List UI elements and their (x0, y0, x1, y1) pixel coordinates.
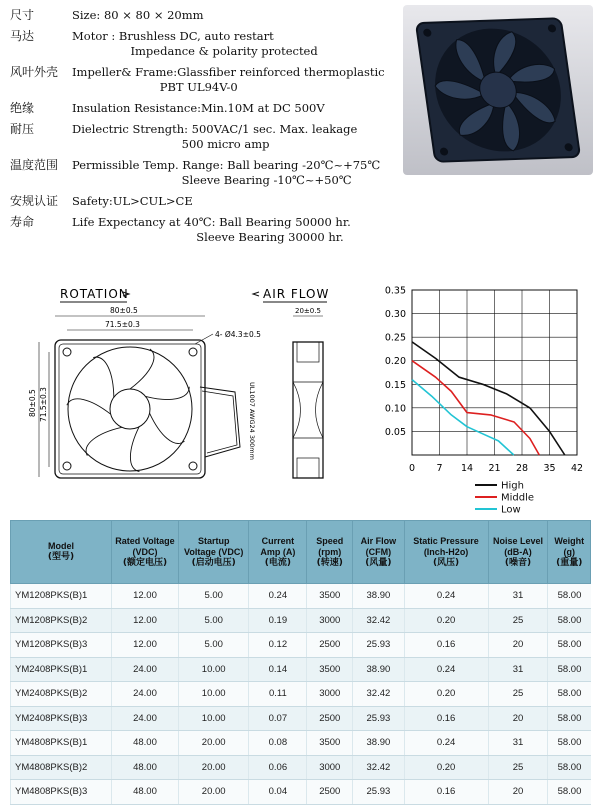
spec-row-life (10, 215, 400, 245)
table-cell: 0.08 (249, 731, 307, 756)
column-header (11, 521, 112, 584)
column-header-cn: (噪音) (504, 557, 532, 568)
column-header-cn: (风量) (365, 557, 392, 568)
dim-hole: 4- Ø4.3±0.5 (215, 330, 261, 339)
table-cell: 0.24 (404, 731, 488, 756)
x-tick-label: 35 (543, 463, 556, 474)
dim-outer-height: 80±0.5 (28, 389, 37, 417)
spec-row-motor (10, 29, 400, 59)
table-cell: 48.00 (112, 731, 179, 756)
table-cell: 2500 (307, 780, 353, 805)
rotation-label: ROTATION (60, 287, 129, 301)
table-cell: 12.00 (112, 633, 179, 658)
y-tick-label: 0.30 (384, 309, 406, 321)
table-cell: 20.00 (178, 731, 249, 756)
table-cell: 58.00 (548, 633, 591, 658)
spec-cn-label: 寿命 (10, 215, 35, 229)
column-header-cn: (启动电压) (191, 557, 236, 568)
table-cell: YM1208PKS(B)3 (11, 633, 112, 658)
column-header-cn: (重量) (556, 557, 583, 568)
table-cell: 58.00 (548, 584, 591, 609)
column-header-en: Current Amp (A) (260, 535, 296, 557)
dim-outer-width: 80±0.5 (110, 306, 138, 315)
table-cell: 58.00 (548, 682, 591, 707)
table-cell: 0.16 (404, 633, 488, 658)
y-tick-label: 0.15 (384, 379, 406, 391)
table-cell: 0.20 (404, 755, 488, 780)
spec-cn-label: 耐压 (10, 122, 35, 136)
wire-label: UL1007 AWG24 300mm (248, 382, 256, 460)
table-cell: 0.11 (249, 682, 307, 707)
spec-value: Impeller& Frame:Glassfiber reinforced thermoplastic PBT UL94V-0 (72, 65, 385, 94)
spec-row-temperature (10, 158, 400, 188)
table-cell: 32.42 (353, 682, 404, 707)
column-header-cn: (型号) (47, 552, 75, 562)
table-cell: 20.00 (178, 755, 249, 780)
table-cell: 48.00 (112, 780, 179, 805)
table-cell: 25.93 (353, 706, 404, 731)
y-tick-label: 0.05 (384, 426, 406, 438)
table-cell: YM4808PKS(B)1 (11, 731, 112, 756)
table-cell: YM4808PKS(B)3 (11, 780, 112, 805)
fan-illustration (403, 5, 593, 175)
spec-row-size (10, 8, 400, 23)
y-tick-label: 0.20 (384, 356, 406, 368)
chart-svg (375, 280, 595, 515)
column-header (488, 521, 548, 584)
table-cell: 58.00 (548, 731, 591, 756)
technical-drawing (15, 282, 350, 482)
chart-grid (412, 290, 577, 455)
table-cell: 24.00 (112, 706, 179, 731)
spec-cn-label: 绝缘 (10, 101, 35, 115)
x-tick-label: 21 (488, 463, 501, 474)
table-row (11, 682, 591, 707)
table-cell: 31 (488, 731, 548, 756)
fan-product-photo (403, 5, 593, 175)
table-cell: 2500 (307, 633, 353, 658)
airflow-label: AIR FLOW (263, 287, 330, 301)
drawing-svg (15, 282, 350, 482)
column-header (353, 521, 404, 584)
table-cell: 25.93 (353, 780, 404, 805)
x-tick-label: 7 (436, 463, 443, 474)
table-cell: YM1208PKS(B)1 (11, 584, 112, 609)
table-cell: YM2408PKS(B)2 (11, 682, 112, 707)
y-tick-label: 0.10 (384, 403, 406, 415)
table-body (11, 584, 591, 805)
table-row (11, 706, 591, 731)
spec-row-safety (10, 194, 400, 209)
table-cell: 31 (488, 657, 548, 682)
column-header-en: Noise Level (dB-A) (493, 535, 544, 557)
table-cell: 10.00 (178, 657, 249, 682)
spec-value: Safety:UL>CUL>CE (72, 194, 193, 208)
table-cell: 3500 (307, 584, 353, 609)
table-cell: 3500 (307, 657, 353, 682)
spec-value: Permissible Temp. Range: Ball bearing -20℃~+75℃ Sleeve Bearing -10℃~+50℃ (72, 158, 381, 187)
table-cell: 58.00 (548, 755, 591, 780)
column-header-cn: (转速) (316, 557, 343, 568)
table-cell: 25 (488, 608, 548, 633)
table-cell: 38.90 (353, 657, 404, 682)
dim-inner-height: 71.5±0.3 (39, 387, 48, 422)
table-cell: 0.07 (249, 706, 307, 731)
side-view (293, 307, 323, 478)
table-cell: 58.00 (548, 608, 591, 633)
table-cell: 5.00 (178, 608, 249, 633)
table-cell: 58.00 (548, 706, 591, 731)
spec-value: Motor : Brushless DC, auto restart Impedance & polarity protected (72, 29, 318, 58)
column-header-en: Speed (rpm) (316, 535, 344, 557)
front-view (55, 340, 256, 478)
table-cell: 58.00 (548, 657, 591, 682)
table-cell: 0.16 (404, 780, 488, 805)
spec-row-frame (10, 65, 400, 95)
table-cell: 0.24 (404, 584, 488, 609)
table-cell: 25.93 (353, 633, 404, 658)
spec-value: Size: 80 × 80 × 20mm (72, 8, 204, 22)
column-header-en: Static Pressure (Inch-H2o) (413, 535, 479, 557)
table-cell: 0.12 (249, 633, 307, 658)
table-row (11, 584, 591, 609)
table-cell: 0.20 (404, 608, 488, 633)
table-cell: 58.00 (548, 780, 591, 805)
table-cell: YM1208PKS(B)2 (11, 608, 112, 633)
column-header (178, 521, 249, 584)
x-tick-label: 0 (408, 463, 416, 474)
y-tick-label: 0.25 (384, 332, 406, 344)
table-cell: 0.14 (249, 657, 307, 682)
x-tick-label: 42 (570, 463, 584, 474)
spec-value: Insulation Resistance:Min.10M at DC 500V (72, 101, 325, 115)
table-cell: 0.16 (404, 706, 488, 731)
spec-cn-label: 风叶外壳 (10, 65, 59, 79)
spec-value: Dielectric Strength: 500VAC/1 sec. Max. leakage 500 micro amp (72, 122, 358, 151)
y-tick-label: 0.35 (384, 285, 406, 297)
legend-label: Low (501, 504, 521, 515)
chart-legend (475, 481, 534, 516)
x-tick-label: 14 (460, 463, 474, 474)
table-row (11, 633, 591, 658)
table-cell: 32.42 (353, 608, 404, 633)
table-cell: 3000 (307, 755, 353, 780)
table-cell: 5.00 (178, 633, 249, 658)
column-header-en: Startup Voltage (VDC) (184, 535, 244, 557)
column-header-cn: (额定电压) (122, 557, 168, 568)
table-cell: 25 (488, 755, 548, 780)
column-header (307, 521, 353, 584)
table-cell: 0.24 (404, 657, 488, 682)
dim-depth: 20±0.5 (295, 307, 321, 315)
table-cell: 3000 (307, 682, 353, 707)
table-cell: 24.00 (112, 682, 179, 707)
table-cell: 3000 (307, 608, 353, 633)
table-cell: 0.19 (249, 608, 307, 633)
spec-value: Life Expectancy at 40℃: Ball Bearing 50000 hr. Sleeve Bearing 30000 hr. (72, 215, 351, 244)
spec-cn-label: 尺寸 (10, 8, 35, 22)
table-cell: 10.00 (178, 706, 249, 731)
legend-label: Middle (501, 492, 535, 504)
table-cell: 20 (488, 633, 548, 658)
table-row (11, 755, 591, 780)
table-cell: 0.06 (249, 755, 307, 780)
chart-lines (412, 342, 565, 455)
table-cell: 12.00 (112, 608, 179, 633)
table-cell: 0.24 (249, 584, 307, 609)
spec-row-insulation (10, 101, 400, 116)
table-row (11, 608, 591, 633)
table-row (11, 780, 591, 805)
column-header-en: Weight (g) (554, 535, 585, 557)
table-cell: 0.04 (249, 780, 307, 805)
table-cell: 20.00 (178, 780, 249, 805)
table-cell: 3500 (307, 731, 353, 756)
column-header-cn: (电流) (264, 557, 291, 568)
column-header (249, 521, 307, 584)
table-cell: 5.00 (178, 584, 249, 609)
column-header (548, 521, 591, 584)
x-tick-label: 28 (515, 463, 529, 474)
table-cell: 20 (488, 780, 548, 805)
spec-row-dielectric (10, 122, 400, 152)
table-cell: 24.00 (112, 657, 179, 682)
spec-cn-label: 温度范围 (10, 158, 59, 172)
column-header-en: Air Flow (CFM) (360, 535, 397, 557)
table-cell: 38.90 (353, 731, 404, 756)
table-header-row (11, 521, 591, 584)
table-cell: YM2408PKS(B)3 (11, 706, 112, 731)
column-header-en: Model (48, 541, 74, 551)
table-cell: 38.90 (353, 584, 404, 609)
table-cell: 20 (488, 706, 548, 731)
legend-label: High (501, 480, 524, 492)
model-spec-table (10, 520, 591, 805)
performance-chart (375, 280, 595, 515)
table-cell: YM4808PKS(B)2 (11, 755, 112, 780)
table-cell: 10.00 (178, 682, 249, 707)
table-cell: 0.20 (404, 682, 488, 707)
spec-list (10, 8, 400, 251)
column-header (112, 521, 179, 584)
table-cell: YM2408PKS(B)1 (11, 657, 112, 682)
column-header (404, 521, 488, 584)
table-row (11, 657, 591, 682)
table-cell: 31 (488, 584, 548, 609)
spec-cn-label: 安规认证 (10, 194, 59, 208)
table-row (11, 731, 591, 756)
table-cell: 12.00 (112, 584, 179, 609)
table-cell: 32.42 (353, 755, 404, 780)
table-cell: 25 (488, 682, 548, 707)
column-header-en: Rated Voltage (VDC) (115, 535, 175, 557)
column-header-cn: (风压) (432, 557, 460, 568)
dim-inner-width: 71.5±0.3 (105, 320, 140, 329)
spec-cn-label: 马达 (10, 29, 35, 43)
table-cell: 48.00 (112, 755, 179, 780)
table-cell: 2500 (307, 706, 353, 731)
